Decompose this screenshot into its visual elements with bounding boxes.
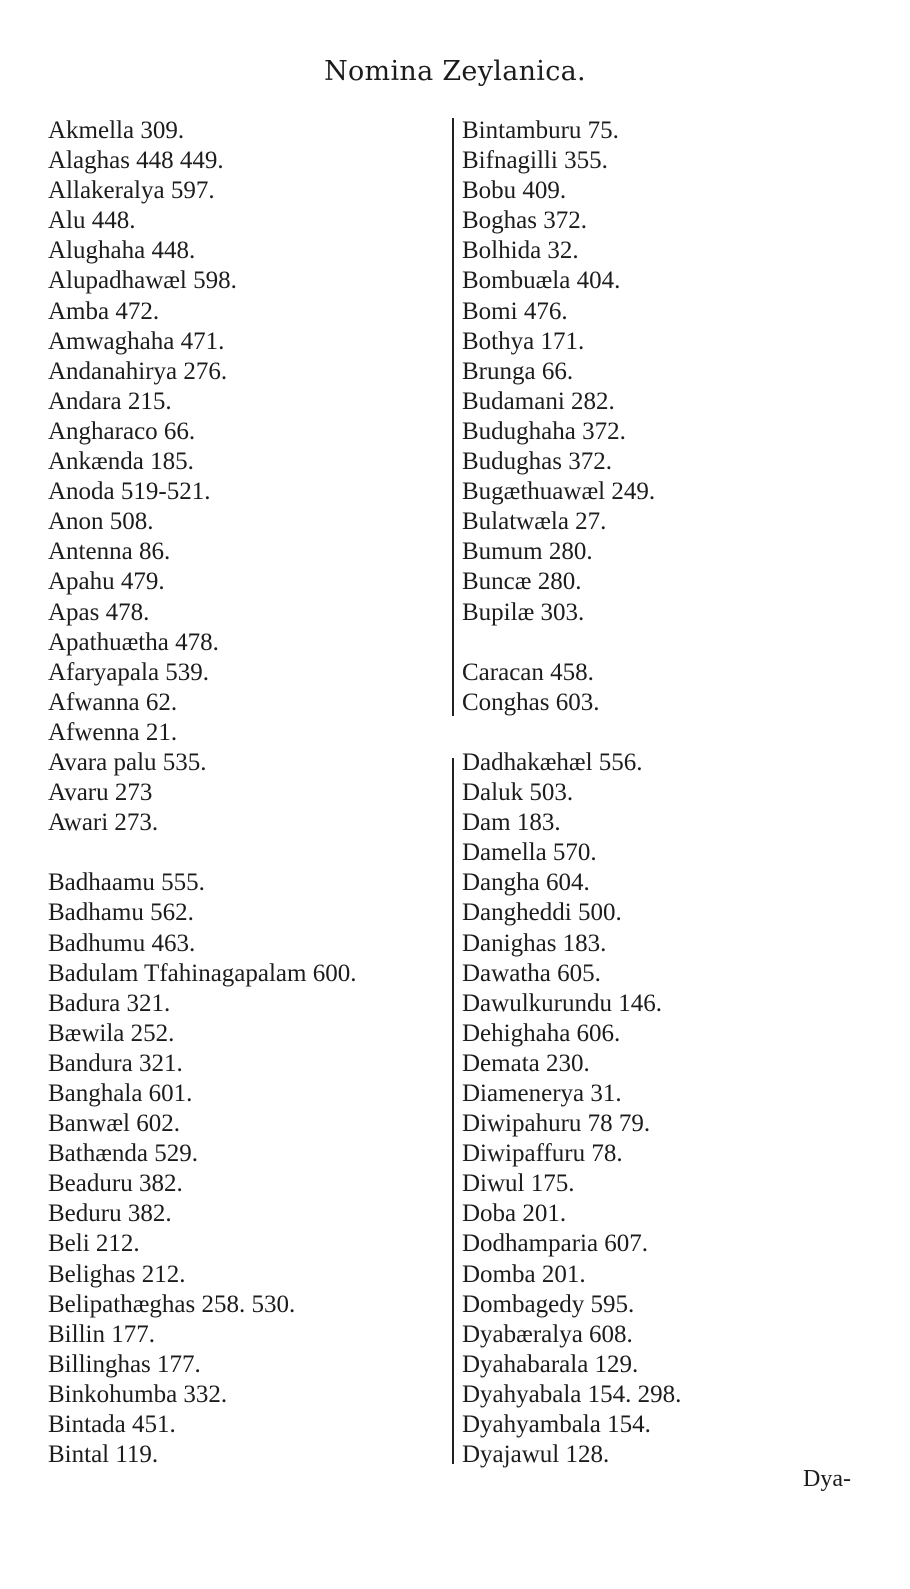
index-entry: Bintamburu 75.: [462, 117, 619, 144]
index-entry: Bæwila 252.: [48, 1019, 175, 1047]
index-entry: Beduru 382.: [48, 1200, 172, 1228]
index-entry: Danighas 183.: [462, 929, 607, 957]
index-entry: Apas 478.: [48, 598, 150, 626]
index-entry: Bintada 451.: [48, 1411, 176, 1439]
index-entry: Dawulkurundu 146.: [462, 989, 662, 1017]
index-entry: Dyahyabala 154. 298.: [462, 1380, 682, 1408]
index-entry: Akmella 309.: [48, 117, 185, 144]
index-entry: Demata 230.: [462, 1049, 590, 1077]
index-entry: Dyajawul 128.: [462, 1441, 610, 1469]
index-entry: Bolhida 32.: [462, 237, 579, 265]
index-entry: Damella 570.: [462, 839, 597, 867]
index-entry: Angharaco 66.: [48, 417, 196, 445]
index-entry: Avaru 273: [48, 779, 153, 807]
index-entry: Badhaamu 555.: [48, 869, 205, 897]
index-entry: Banghala 601.: [48, 1080, 193, 1107]
index-entry: Belipathæghas 258. 530.: [48, 1290, 296, 1318]
index-entry: Amwaghaha 471.: [48, 327, 225, 355]
index-entry: Badulam Tfahinagapalam 600.: [48, 959, 357, 987]
index-entry: Billin 177.: [48, 1320, 155, 1348]
column-divider-lower: [452, 758, 454, 1464]
section-gap: [462, 718, 681, 748]
index-entry: Bintal 119.: [48, 1441, 159, 1469]
index-entry: Dyabæralya 608.: [462, 1320, 633, 1348]
index-entry: Bandura 321.: [48, 1049, 183, 1077]
index-entry: Diwipahuru 78 79.: [462, 1110, 651, 1138]
index-entry: Alu 448.: [48, 207, 136, 235]
index-entry: Dangha 604.: [462, 869, 590, 897]
index-entry: Bugæthuawæl 249.: [462, 478, 656, 506]
index-entry: Andanahirya 276.: [48, 357, 228, 385]
index-entry: Alaghas 448 449.: [48, 147, 224, 175]
index-entry: Beli 212.: [48, 1230, 140, 1258]
index-entry: Brunga 66.: [462, 357, 574, 385]
right-index-column: [462, 116, 681, 1470]
catchword: Dya-: [803, 1466, 851, 1492]
index-entry: Domba 201.: [462, 1260, 586, 1288]
index-entry: Apathuætha 478.: [48, 628, 219, 656]
index-entry: Bulatwæla 27.: [462, 508, 607, 536]
index-entry: Alupadhawæl 598.: [48, 267, 237, 295]
index-entry: Doba 201.: [462, 1200, 567, 1228]
index-entry: Belighas 212.: [48, 1260, 186, 1288]
index-entry: Beaduru 382.: [48, 1170, 183, 1198]
index-entry: Amba 472.: [48, 297, 160, 325]
index-entry: Dam 183.: [462, 809, 561, 837]
index-entry: Boghas 372.: [462, 207, 587, 235]
index-entry: Dodhamparia 607.: [462, 1230, 649, 1258]
index-entry: Conghas 603.: [462, 688, 600, 716]
index-entry: Avara palu 535.: [48, 748, 207, 776]
index-entry: Afwenna 21.: [48, 718, 178, 746]
index-entry: Buncæ 280.: [462, 568, 582, 596]
section-gap: [48, 838, 356, 868]
index-entry: Dyahabarala 129.: [462, 1350, 639, 1378]
index-entry: Bumum 280.: [462, 538, 593, 566]
index-entry: Antenna 86.: [48, 538, 171, 566]
index-entry: Bifnagilli 355.: [462, 147, 608, 175]
index-entry: Caracan 458.: [462, 658, 594, 686]
index-entry: Bombuæla 404.: [462, 267, 621, 295]
index-entry: Dawatha 605.: [462, 959, 601, 987]
index-entry: Bobu 409.: [462, 177, 567, 205]
index-entry: Anon 508.: [48, 508, 154, 536]
index-entry: Dehighaha 606.: [462, 1019, 621, 1047]
index-entry: Badhamu 562.: [48, 899, 194, 927]
index-entry: Banwæl 602.: [48, 1110, 180, 1138]
index-entry: Dadhakæhæl 556.: [462, 748, 643, 776]
section-gap: [462, 628, 681, 658]
index-entry: Budughas 372.: [462, 448, 612, 476]
index-entry: Budamani 282.: [462, 387, 615, 415]
page-title: Nomina Zeylanica.: [324, 56, 586, 87]
index-entry: Ankænda 185.: [48, 448, 194, 476]
left-index-column: [48, 116, 356, 1470]
index-entry: Bomi 476.: [462, 297, 568, 325]
index-entry: Anoda 519-521.: [48, 478, 211, 506]
index-entry: Afaryapala 539.: [48, 658, 210, 686]
index-entry: Daluk 503.: [462, 779, 574, 807]
index-entry: Binkohumba 332.: [48, 1380, 228, 1408]
index-entry: Allakeralya 597.: [48, 177, 215, 205]
index-entry: Diwipaffuru 78.: [462, 1140, 623, 1168]
index-entry: Badhumu 463.: [48, 929, 196, 957]
index-entry: Diamenerya 31.: [462, 1080, 622, 1107]
index-entry: Andara 215.: [48, 387, 172, 415]
index-entry: Bothya 171.: [462, 327, 585, 355]
index-entry: Dangheddi 500.: [462, 899, 622, 927]
index-entry: Diwul 175.: [462, 1170, 575, 1198]
index-entry: Alughaha 448.: [48, 237, 196, 265]
index-entry: Bathænda 529.: [48, 1140, 198, 1168]
index-entry: Afwanna 62.: [48, 688, 178, 716]
index-entry: Dombagedy 595.: [462, 1290, 635, 1318]
index-entry: Awari 273.: [48, 809, 159, 837]
index-entry: Billinghas 177.: [48, 1350, 201, 1378]
index-entry: Apahu 479.: [48, 568, 165, 596]
index-entry: Budughaha 372.: [462, 417, 626, 445]
index-entry: Dyahyambala 154.: [462, 1411, 651, 1439]
column-divider-upper: [452, 118, 454, 716]
index-entry: Badura 321.: [48, 989, 171, 1017]
index-entry: Bupilæ 303.: [462, 598, 585, 626]
